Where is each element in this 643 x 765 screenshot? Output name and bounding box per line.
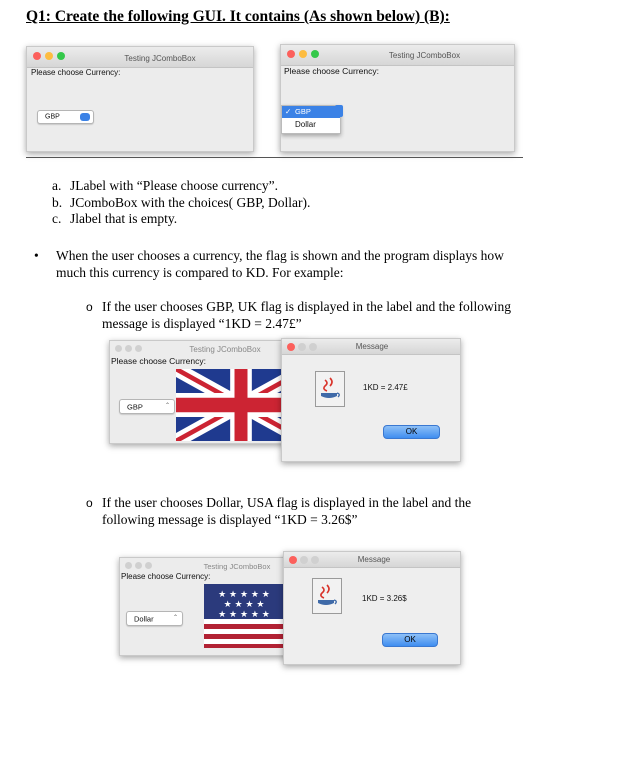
zoom-button[interactable] xyxy=(309,343,317,351)
dialog-title: Message xyxy=(355,342,389,351)
svg-text:★ ★ ★ ★: ★ ★ ★ ★ xyxy=(223,600,265,610)
close-button[interactable] xyxy=(33,52,41,60)
minimize-button[interactable] xyxy=(45,52,53,60)
question-heading: Q1: Create the following GUI. It contains (As shown below) (B): xyxy=(26,8,450,25)
zoom-button[interactable] xyxy=(145,562,152,569)
minimize-button[interactable] xyxy=(299,50,307,58)
requirement-a: a. JLabel with “Please choose currency”. xyxy=(52,178,279,193)
window-title: Testing JComboBox xyxy=(124,54,196,63)
zoom-button[interactable] xyxy=(57,52,65,60)
requirement-b: b. JComboBox with the choices( GBP, Dollar). xyxy=(52,194,311,210)
window-title: Testing JComboBox xyxy=(189,345,261,354)
sub-bullet-marker: o xyxy=(86,300,93,314)
minimize-button[interactable] xyxy=(125,345,132,352)
message-text: 1KD = 2.47£ xyxy=(363,383,408,392)
currency-dropdown-list[interactable] xyxy=(281,105,341,134)
title-bar xyxy=(110,341,306,356)
message-dialog-usd xyxy=(283,551,461,665)
bullet-marker: • xyxy=(34,248,39,263)
minimize-button[interactable] xyxy=(135,562,142,569)
title-bar xyxy=(282,339,460,355)
usa-flag-image xyxy=(204,584,290,648)
close-button[interactable] xyxy=(287,343,295,351)
requirements-list xyxy=(52,178,310,228)
message-dialog-gbp xyxy=(281,338,461,462)
java-icon xyxy=(312,578,342,614)
svg-text:★ ★ ★ ★ ★: ★ ★ ★ ★ ★ xyxy=(218,610,270,620)
example-gbp-text: If the user chooses GBP, UK flag is displayed in the label and the following message is displayed “1KD = 2.47£” xyxy=(102,299,512,331)
java-icon xyxy=(315,371,345,407)
minimize-button[interactable] xyxy=(298,343,306,351)
example-usd-text: If the user chooses Dollar, USA flag is displayed in the label and the following message is displayed “1KD = 3.26$” xyxy=(102,495,472,527)
combo-arrow-icon: ⌃ xyxy=(172,615,178,621)
currency-prompt-label: Please choose Currency: xyxy=(284,66,379,76)
title-bar xyxy=(281,45,514,66)
bullet-paragraph: When the user chooses a currency, the flag is shown and the program displays how much this currency is compared to KD. For example: xyxy=(56,248,504,280)
currency-prompt-label: Please choose Currency: xyxy=(31,68,121,77)
window-title: Testing JComboBox xyxy=(388,51,461,60)
close-button[interactable] xyxy=(125,562,132,569)
requirement-c: c. Jlabel that is empty. xyxy=(52,211,178,226)
currency-combo-box[interactable]: GBP xyxy=(37,110,94,124)
close-button[interactable] xyxy=(287,50,295,58)
combo-arrow-icon xyxy=(335,105,343,117)
gui-window-gbp xyxy=(109,340,307,444)
gui-window-dollar xyxy=(119,557,293,656)
ok-button[interactable]: OK xyxy=(383,425,440,439)
currency-combo-box[interactable]: Dollar ⌃ xyxy=(126,611,183,626)
title-bar xyxy=(120,558,292,572)
svg-text:★ ★ ★ ★ ★: ★ ★ ★ ★ ★ xyxy=(218,590,270,600)
close-button[interactable] xyxy=(115,345,122,352)
gui-window-dropdown-open xyxy=(280,44,515,152)
close-button[interactable] xyxy=(289,556,297,564)
window-title: Testing JComboBox xyxy=(203,562,271,571)
combo-arrow-icon: ⌃ xyxy=(164,403,170,409)
dialog-title: Message xyxy=(357,555,391,564)
minimize-button[interactable] xyxy=(300,556,308,564)
gui-window-collapsed xyxy=(26,46,254,152)
zoom-button[interactable] xyxy=(311,50,319,58)
title-bar xyxy=(284,552,460,568)
title-bar xyxy=(27,47,253,68)
message-text: 1KD = 3.26$ xyxy=(362,594,407,603)
zoom-button[interactable] xyxy=(135,345,142,352)
zoom-button[interactable] xyxy=(311,556,319,564)
checkmark-icon: ✓ xyxy=(285,107,292,116)
currency-prompt-label: Please choose Currency: xyxy=(111,356,206,366)
dropdown-option-dollar[interactable]: Dollar xyxy=(295,120,316,129)
currency-combo-box[interactable]: GBP ⌃ xyxy=(119,399,175,414)
section-divider xyxy=(26,157,523,158)
sub-bullet-marker: o xyxy=(86,496,93,510)
currency-prompt-label: Please choose Currency: xyxy=(121,572,211,581)
dropdown-option-gbp[interactable]: ✓ GBP xyxy=(282,106,340,118)
combo-arrow-icon xyxy=(80,113,90,121)
ok-button[interactable]: OK xyxy=(382,633,438,647)
